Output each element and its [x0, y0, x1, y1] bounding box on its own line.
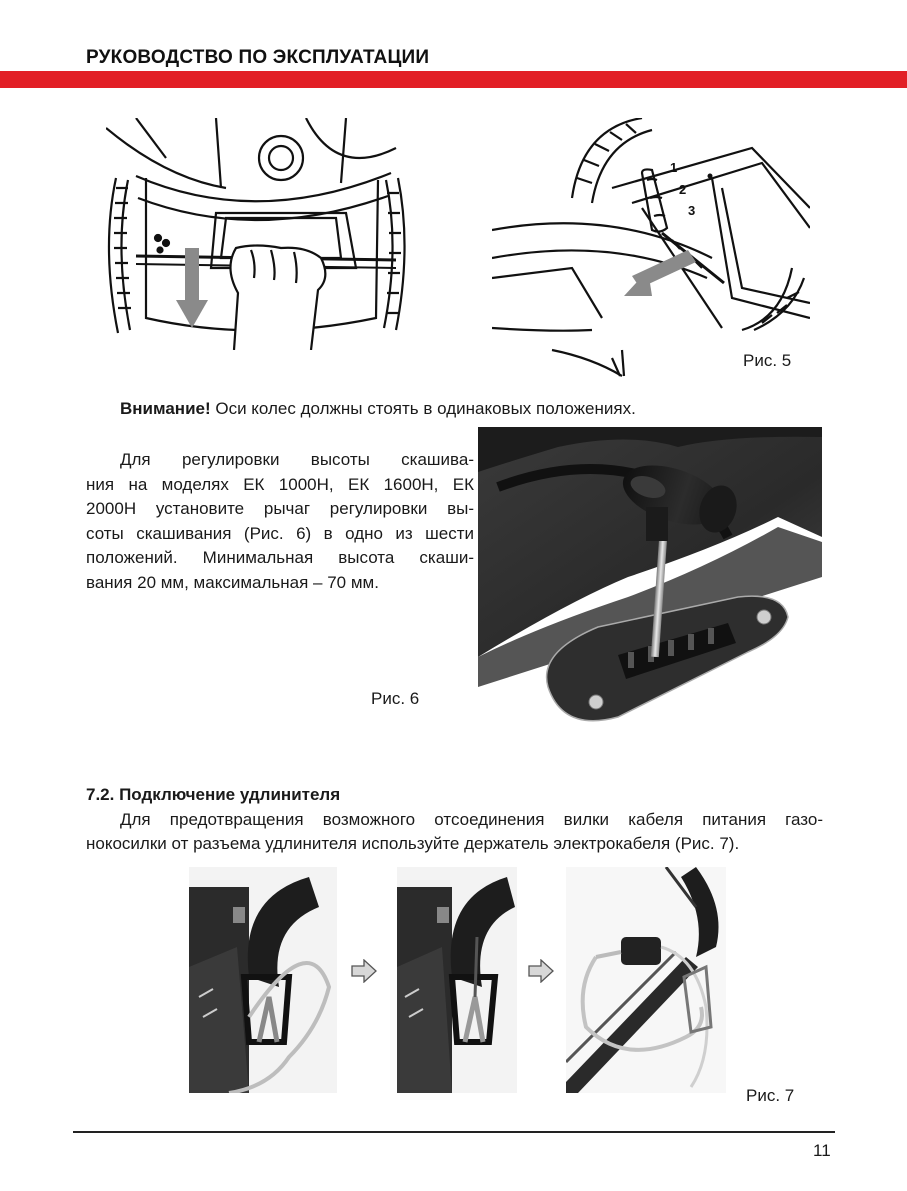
fig5-label-1: 1: [670, 160, 678, 175]
figure-6-photo: [478, 427, 822, 763]
section-paragraph-line-2: нокосилки от разъема удлинителя используйте держатель электрокабеля (Рис. 7).: [86, 834, 740, 853]
height-adjust-line: 2000Н установите рычаг регулировки вы-: [86, 499, 474, 518]
height-adjust-line: Для регулировки высоты скашива-: [120, 450, 474, 469]
attention-text: Оси колес должны стоять в одинаковых положениях.: [210, 399, 636, 418]
figure-7-step-3-photo: [566, 867, 726, 1093]
height-adjust-paragraph: [86, 448, 474, 595]
figure-5-right-illustration: [492, 118, 810, 380]
height-adjust-line: вания 20 мм, максимальная – 70 мм.: [86, 572, 379, 592]
attention-note: [120, 399, 636, 419]
page-number: 11: [813, 1141, 831, 1160]
section-paragraph-line-1: Для предотвращения возможного отсоединения вилки кабеля питания газо-: [120, 810, 823, 829]
height-adjust-line: соты скашивания (Рис. 6) в одно из шести: [86, 523, 474, 543]
attention-label: Внимание!: [120, 399, 211, 418]
figure-7-arrow-1: [351, 959, 377, 983]
header-red-bar: [0, 71, 907, 88]
figure-6-caption: Рис. 6: [371, 689, 420, 708]
height-adjust-line: ния на моделях ЕК 1000Н, ЕК 1600Н, ЕК: [86, 474, 474, 494]
figure-7-step-2-photo: [397, 867, 517, 1093]
section-title: 7.2. Подключение удлинителя: [86, 785, 341, 804]
figure-5-caption: Рис. 5: [743, 351, 792, 370]
page-header-title: РУКОВОДСТВО ПО ЭКСПЛУАТАЦИИ: [86, 47, 430, 68]
figure-7-arrow-2: [528, 959, 554, 983]
footer-divider: [73, 1131, 835, 1133]
figure-7-caption: Рис. 7: [746, 1086, 795, 1105]
figure-7-step-1-photo: [189, 867, 337, 1093]
fig5-label-2: 2: [679, 182, 687, 197]
height-adjust-line: положений. Минимальная высота скаши-: [86, 548, 474, 567]
section-paragraph: [86, 808, 823, 856]
fig5-label-3: 3: [688, 203, 696, 218]
figure-5-left-illustration: [106, 118, 411, 350]
